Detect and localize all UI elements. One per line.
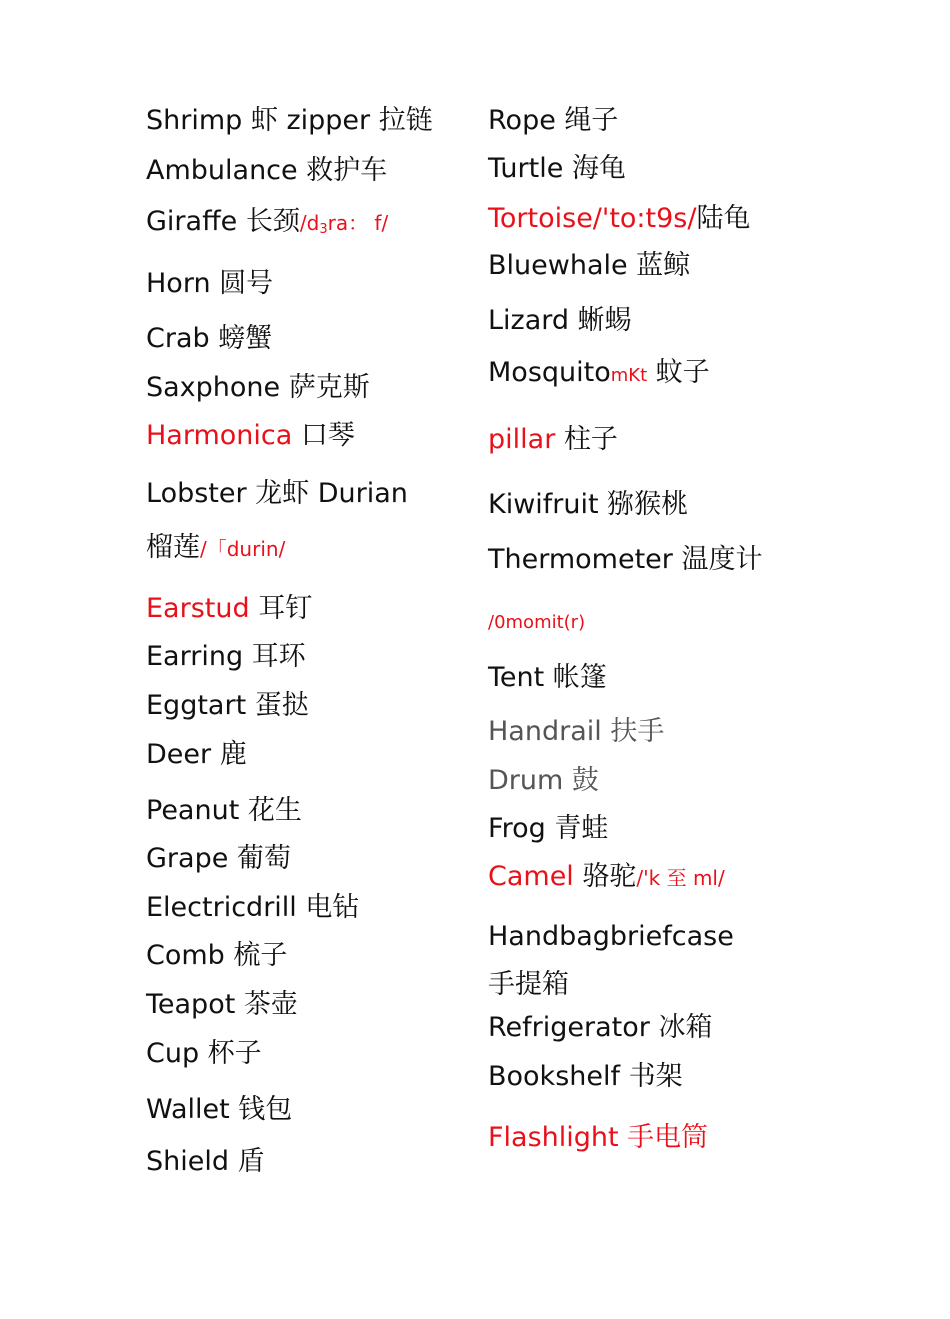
- line-crab: Crab 螃蟹: [146, 323, 273, 354]
- line-bluewhale: Bluewhale 蓝鲸: [488, 250, 691, 281]
- line-kiwifruit: Kiwifruit 猕猴桃: [488, 489, 689, 520]
- giraffe-word: Giraffe 长颈: [146, 206, 300, 237]
- line-tent: Tent 帐篷: [488, 662, 607, 693]
- giraffe-ipa-subscript: 3: [319, 222, 328, 237]
- mosquito-cn: 蚊子: [647, 357, 710, 388]
- line-durian: [146, 531, 285, 566]
- camel-ipa: /'k 至 ml/: [636, 866, 725, 890]
- line-cup: Cup 杯子: [146, 1038, 262, 1069]
- mosquito-word: Mosquito: [488, 357, 611, 388]
- tortoise-word: Tortoise/'to:t9s/: [488, 203, 697, 234]
- line-earring: Earring 耳环: [146, 641, 306, 672]
- line-saxphone: Saxphone 萨克斯: [146, 372, 370, 403]
- line-earstud: [146, 592, 312, 626]
- line-turtle: Turtle 海龟: [488, 153, 626, 184]
- line-electricdrill: Electricdrill 电钻: [146, 892, 360, 923]
- line-deer: Deer 鹿: [146, 739, 247, 770]
- line-giraffe: [146, 205, 388, 247]
- line-peanut: Peanut 花生: [146, 795, 302, 826]
- line-pillar: [488, 423, 618, 457]
- line-refrigerator: Refrigerator 冰箱: [488, 1012, 713, 1043]
- earstud-cn: 耳钉: [249, 593, 313, 624]
- giraffe-ipa-part-a: /d: [299, 211, 320, 235]
- line-ambulance: Ambulance 救护车: [146, 155, 388, 186]
- line-comb: Comb 梳子: [146, 940, 288, 971]
- mosquito-ipa: mKt: [610, 365, 648, 386]
- tortoise-cn: 陆龟: [696, 203, 751, 234]
- pillar-cn: 柱子: [555, 424, 618, 455]
- line-grape: Grape 葡萄: [146, 843, 291, 874]
- line-thermometer: Thermometer 温度计: [488, 544, 763, 575]
- line-flashlight: Flashlight 手电筒: [488, 1122, 709, 1153]
- line-eggtart: Eggtart 蛋挞: [146, 690, 309, 721]
- line-frog: Frog 青蛙: [488, 813, 609, 844]
- camel-cn: 骆驼: [582, 861, 637, 892]
- line-bookshelf: Bookshelf 书架: [488, 1061, 683, 1092]
- line-tortoise: [488, 202, 750, 236]
- durian-ipa: /「durin/: [200, 537, 286, 561]
- line-mosquito: [488, 356, 710, 393]
- line-camel: [488, 860, 725, 895]
- line-shield: Shield 盾: [146, 1146, 265, 1177]
- line-horn: Horn 圆号: [146, 268, 274, 299]
- line-handbag-cn: 手提箱: [488, 969, 569, 1000]
- durian-cn: 榴莲: [146, 532, 200, 563]
- line-wallet: Wallet 钱包: [146, 1094, 293, 1125]
- line-handbag: Handbagbriefcase: [488, 921, 734, 952]
- line-lobster: Lobster 龙虾 Durian: [146, 478, 408, 509]
- line-handrail: Handrail 扶手: [488, 716, 665, 747]
- thermometer-ipa: /0momit(r): [488, 612, 586, 633]
- giraffe-ipa-part-b: ra： f/: [327, 211, 389, 235]
- giraffe-ipa: [300, 211, 388, 235]
- harmonica-cn: 口琴: [292, 420, 355, 451]
- harmonica-word: Harmonica: [146, 420, 293, 451]
- pillar-word: pillar: [488, 424, 556, 455]
- line-rope: Rope 绳子: [488, 105, 619, 136]
- line-harmonica: [146, 419, 355, 453]
- line-teapot: Teapot 茶壶: [146, 989, 298, 1020]
- line-drum: Drum 鼓: [488, 765, 599, 796]
- line-lizard: Lizard 蜥蜴: [488, 305, 632, 336]
- camel-word: Camel: [488, 861, 583, 892]
- line-shrimp: Shrimp 虾 zipper 拉链: [146, 105, 433, 136]
- earstud-word: Earstud: [146, 593, 250, 624]
